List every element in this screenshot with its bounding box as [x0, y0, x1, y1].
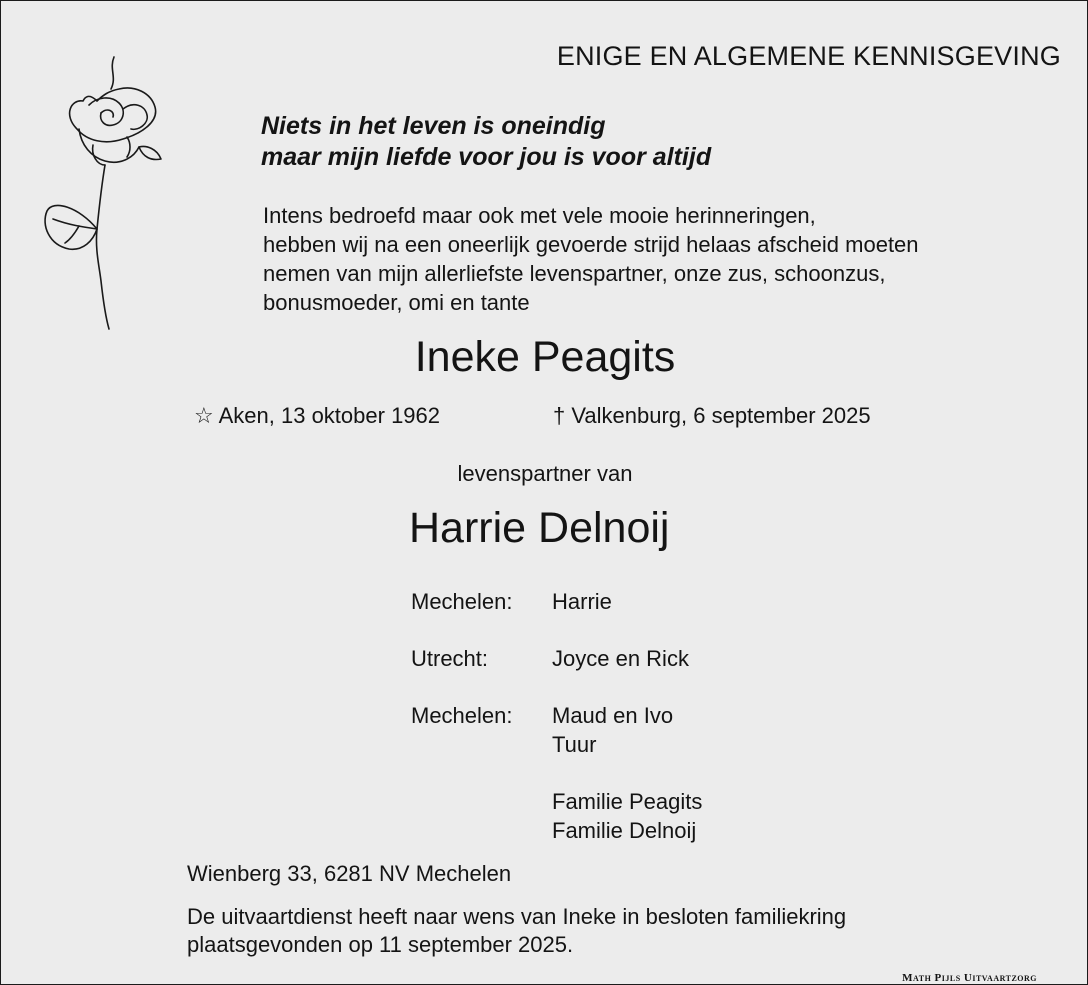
rose-icon — [39, 49, 169, 331]
family-place: Mechelen: — [411, 589, 513, 614]
quote-line: Niets in het leven is oneindig — [261, 112, 606, 140]
family-names — [552, 787, 702, 845]
address: Wienberg 33, 6281 NV Mechelen — [187, 861, 512, 886]
intro-line: hebben wij na een oneerlijk gevoerde strijd helaas afscheid moeten — [263, 232, 919, 257]
family-place — [411, 787, 552, 845]
service-line: plaatsgevonden op 11 september 2025. — [187, 932, 574, 957]
family-member: Maud en Ivo — [552, 703, 674, 728]
family-row — [411, 644, 702, 673]
funeral-home-logo: Math Pijls Uitvaartzorg — [902, 972, 1037, 984]
intro-text — [263, 201, 919, 317]
service-text — [187, 903, 846, 959]
deceased-name: Ineke Peagits — [414, 333, 676, 381]
intro-line: Intens bedroefd maar ook met vele mooie herinneringen, — [263, 203, 816, 228]
family-row — [411, 787, 702, 845]
death-date: † Valkenburg, 6 september 2025 — [553, 403, 871, 428]
birth-date: ☆ Aken, 13 oktober 1962 — [194, 403, 441, 428]
intro-line: bonusmoeder, omi en tante — [263, 290, 530, 315]
family-member: Familie Peagits — [552, 789, 703, 814]
family-names — [552, 587, 612, 616]
family-member: Joyce en Rick — [552, 646, 689, 671]
family-row — [411, 587, 702, 616]
intro-line: nemen van mijn allerliefste levenspartner, onze zus, schoonzus, — [263, 261, 886, 286]
relation-label: levenspartner van — [457, 461, 633, 486]
partner-name: Harrie Delnoij — [409, 504, 670, 552]
quote — [261, 111, 711, 173]
family-place: Utrecht: — [411, 646, 489, 671]
family-names — [552, 644, 689, 673]
service-line: De uitvaartdienst heeft naar wens van Ineke in besloten familiekring — [187, 904, 847, 929]
family-list — [411, 587, 702, 873]
family-place: Mechelen: — [411, 703, 513, 728]
family-member: Tuur — [552, 732, 597, 757]
notice-heading: ENIGE EN ALGEMENE KENNISGEVING — [556, 41, 1061, 71]
family-row — [411, 701, 702, 759]
quote-line: maar mijn liefde voor jou is voor altijd — [261, 143, 712, 171]
family-names — [552, 701, 673, 759]
family-member: Familie Delnoij — [552, 818, 697, 843]
family-member: Harrie — [552, 589, 612, 614]
